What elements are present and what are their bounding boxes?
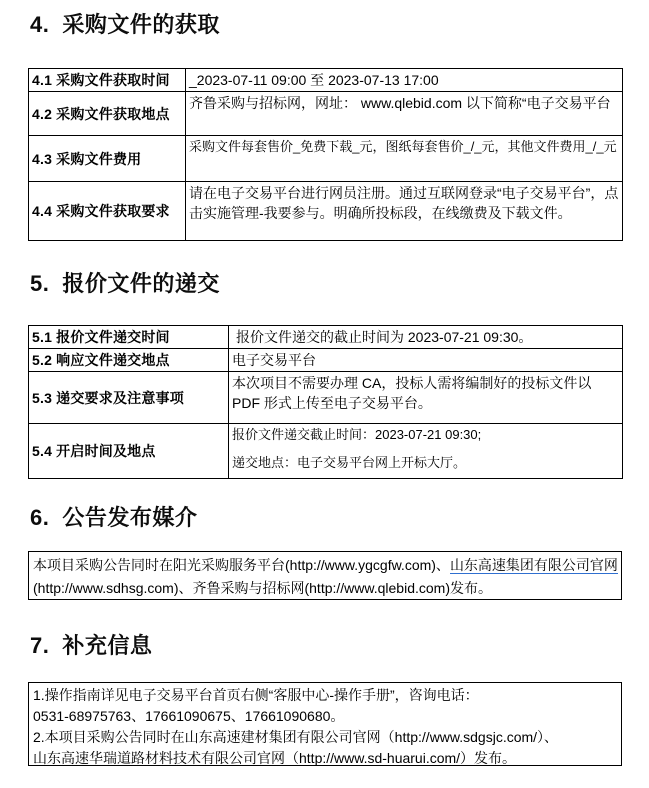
table-row [29,182,623,241]
table-row [29,372,623,424]
row-label: 5.1 报价文件递交时间 [29,326,229,349]
section-title: 采购文件的获取 [62,12,220,37]
submission-deadline-line: 报价文件递交截止时间：2023-07-21 09:30; [232,427,482,442]
row-label: 4.2 采购文件获取地点 [29,92,186,136]
row-value: 采购文件每套售价_免费下载_元，图纸每套售价_/_元，其他文件费用_/_元 [186,136,623,182]
table-row [29,349,623,372]
section-number: 7. [30,633,50,658]
row-label: 5.2 响应文件递交地点 [29,349,229,372]
section-number: 6. [30,505,50,530]
row-label: 4.4 采购文件获取要求 [29,182,186,241]
row-label: 4.3 采购文件费用 [29,136,186,182]
section-title: 补充信息 [62,633,153,658]
section-heading-quotation-submission [30,267,220,298]
supplementary-line-3: 2.本项目采购公告同时在山东高速建材集团有限公司官网（http://www.sdgsjc.com/）、 [33,729,559,745]
submission-location-line: 递交地点：电子交易平台网上开标大厅。 [232,455,467,470]
section-heading-announcement-media [30,501,197,532]
table-row [29,92,623,136]
section-number: 4. [30,12,50,37]
procurement-acquisition-table [28,68,623,241]
blank-line [232,445,619,453]
row-label: 5.3 递交要求及注意事项 [29,372,229,424]
table-row [29,326,623,349]
announcement-media-box [28,551,622,600]
row-label: 4.1 采购文件获取时间 [29,69,186,92]
section-number: 5. [30,271,50,296]
table-row [29,136,623,182]
quotation-submission-table [28,325,623,479]
announcement-line-1 [33,554,617,577]
row-value: _2023-07-11 09:00 至 2023-07-13 17:00 [186,69,623,92]
announcement-text: 本项目采购公告同时在阳光采购服务平台(http://www.ygcgfw.com)、 [33,557,450,573]
row-value: 请在电子交易平台进行网员注册。通过互联网登录“电子交易平台”，点击实施管理-我要参与。明确所投标段，在线缴费及下载文件。 [186,182,623,241]
section-heading-supplementary-info [30,629,152,660]
supplementary-text: 山东高速华 [33,750,103,766]
announcement-line-2: (http://www.sdhsg.com)、齐鲁采购与招标网(http://www.qlebid.com)发布。 [33,580,492,596]
supplementary-line-4 [33,748,617,766]
row-value: 报价文件递交的截止时间为 2023-07-21 09:30。 [229,326,623,349]
row-label: 5.4 开启时间及地点 [29,424,229,479]
spellcheck-marked-text: 瑞道路 [103,750,145,766]
section-title: 公告发布媒介 [62,505,198,530]
section-heading-procurement-acquisition [30,8,220,39]
row-value: 本次项目不需要办理 CA，投标人需将编制好的投标文件以 PDF 形式上传至电子交易平台。 [229,372,623,424]
supplementary-line-1: 1.操作指南详见电子交易平台首页右侧“客服中心-操作手册”，咨询电话： [33,687,479,703]
table-row [29,424,623,479]
table-row [29,69,623,92]
row-value [229,424,623,479]
row-value: 电子交易平台 [229,349,623,372]
supplementary-text: 材料技术有限公司官网（http://www.sd-huarui.com/）发布。 [145,750,517,766]
sdhsg-official-site-link[interactable]: 山东高速集团有限公司官网 [449,557,618,573]
supplementary-line-2: 0531-68975763、17661090675、17661090680。 [33,708,345,724]
row-value: 齐鲁采购与招标网，网址： www.qlebid.com 以下简称“电子交易平台 [186,92,623,136]
supplementary-info-box [28,682,622,766]
section-title: 报价文件的递交 [62,271,220,296]
